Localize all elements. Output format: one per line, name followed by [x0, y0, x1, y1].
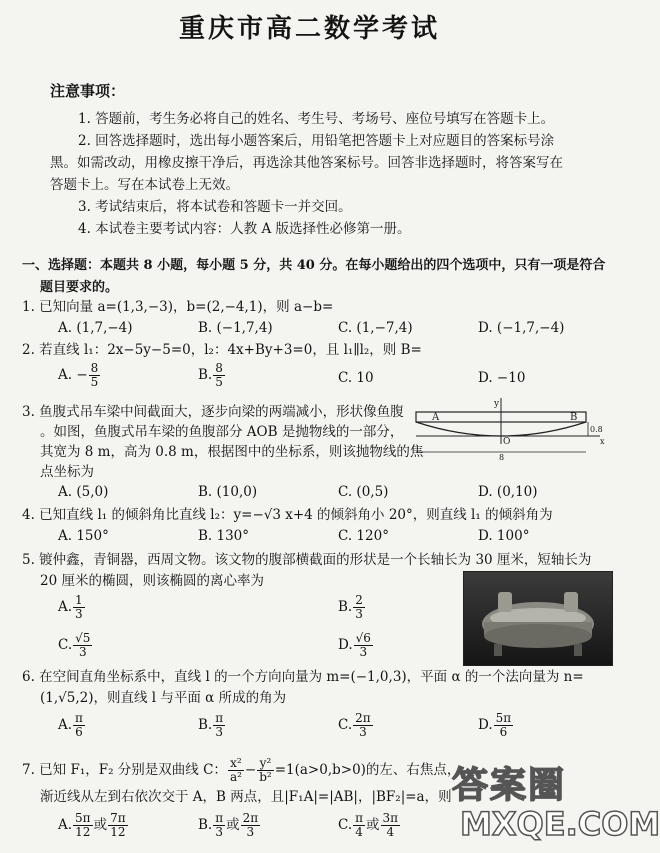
bronze-vessel-photo [463, 571, 613, 666]
q1-option-c: C. (1,−7,4) [338, 320, 413, 336]
section-header-line-1: 一、选择题：本题共 8 小题，每小题 5 分，共 40 分。在每小题给出的四个选项中，只有一项是符合 [22, 258, 606, 273]
page-title: 重庆市高二数学考试 [178, 14, 440, 44]
q6-line-1: 6. 在空间直角坐标系中，直线 l 的一个方向向量为 m=(−1,0,3)，平面 α 的一个法向量为 n= [22, 669, 584, 685]
q2-option-c: C. 10 [338, 370, 374, 386]
notice-line-6: 4. 本试卷主要考试内容：人教 A 版选择性必修第一册。 [78, 221, 411, 237]
notice-line-3: 黑。如需改动，用橡皮擦干净后，再选涂其他答案标号。回答非选择题时，将答案写在 [50, 155, 563, 171]
watermark-top-text: 答案圈 [452, 765, 567, 806]
label-height: 0.8 [590, 425, 603, 434]
q3-option-a: A. (5,0) [58, 484, 109, 500]
q3-line-2: 。如图，鱼腹式吊车梁的鱼腹部分 AOB 是抛物线的一部分， [40, 424, 404, 440]
q1-stem: 1. 已知向量 a=(1,3,−3)，b=(2,−4,1)，则 a−b= [22, 299, 334, 315]
notice-line-5: 3. 考试结束后，将本试卷和答题卡一并交回。 [78, 199, 352, 215]
q1-option-b: B. (−1,7,4) [198, 320, 273, 336]
q7-option-b: B. $\frac{\pi}{3}$ 或 $\frac{2\pi}{3}$ [198, 811, 259, 839]
bronze-vessel-icon [464, 572, 612, 665]
q4-option-b: B. 130° [198, 528, 250, 544]
q5-option-d: D. $\frac{√6}{3}$ [338, 631, 371, 659]
q4-stem: 4. 已知直线 l₁ 的倾斜角比直线 l₂：y=−√3 x+4 的倾斜角小 20°，则直线 l₁ 的倾斜角为 [22, 507, 553, 523]
q6-option-d: D. $\frac{5\pi}{6}$ [478, 711, 512, 739]
q7-line-2: 渐近线从左到右依次交于 A，B 两点，且|F₁A|=|AB|，|BF₂|=a，则 [40, 789, 452, 805]
q3-line-3: 其宽为 8 m，高为 0.8 m，根据图中的坐标系，则该抛物线的焦 [40, 444, 424, 460]
label-y: y [494, 399, 500, 409]
label-a: A [432, 412, 440, 423]
q3-option-c: C. (0,5) [338, 484, 389, 500]
q6-option-c: C. $\frac{2\pi}{3}$ [338, 711, 371, 739]
q3-line-4: 点坐标为 [40, 464, 94, 480]
q3-option-b: B. (10,0) [198, 484, 258, 500]
fish-belly-beam-figure [410, 398, 610, 464]
q5-line-1: 5. 镀仲鑫，青铜器，西周文物。该文物的腹部横截面的形状是一个长轴长为 30 厘米，短轴长为 [22, 552, 592, 568]
q6-option-b: B. $\frac{\pi}{3}$ [198, 711, 224, 739]
q5-option-b: B. $\frac{2}{3}$ [338, 593, 363, 621]
q5-option-a: A. $\frac{1}{3}$ [58, 593, 83, 621]
q4-option-d: D. 100° [478, 528, 530, 544]
q7-option-c: C. $\frac{\pi}{4}$ 或 $\frac{3\pi}{4}$ [338, 811, 399, 839]
label-b: B [570, 412, 578, 423]
q7-option-a: A. $\frac{5\pi}{12}$ 或 $\frac{7\pi}{12}$ [58, 811, 126, 839]
q6-line-2: (1,√5,2)，则直线 l 与平面 α 所成的角为 [40, 690, 287, 706]
notice-line-4: 答题卡上。写在本试卷上无效。 [50, 177, 239, 193]
q4-option-c: C. 120° [338, 528, 389, 544]
notice-line-1: 1. 答题前，考生务必将自己的姓名、考生号、考场号、座位号填写在答题卡上。 [78, 111, 555, 127]
q3-line-1: 3. 鱼腹式吊车梁中间截面大，逐步向梁的两端减小，形状像鱼腹 [22, 404, 404, 420]
q4-option-a: A. 150° [58, 528, 109, 544]
site-watermark [430, 755, 660, 850]
q7-line-1: 7. 已知 F₁，F₂ 分别是双曲线 C： $\frac{\text{x²}}{\text{a²}}$ − $\frac{\text{y²}}{\text{b²}}$ =1(a>0,b>0)的左、右焦点， [22, 756, 461, 784]
q2-option-d: D. −10 [478, 370, 526, 386]
section-header-line-2: 题目要求的。 [40, 280, 119, 295]
q1-option-a: A. (1,7,−4) [58, 320, 133, 336]
q2-stem: 2. 若直线 l₁：2x−5y−5=0，l₂：4x+By+3=0，且 l₁∥l₂，则 B= [22, 342, 422, 358]
watermark-bottom-text: MXQE.COM [460, 805, 660, 843]
q1-option-d: D. (−1,7,−4) [478, 320, 565, 336]
label-width: 8 [499, 453, 505, 462]
q5-option-c: C. $\frac{√5}{3}$ [58, 631, 91, 659]
label-o: O [503, 437, 511, 447]
notice-heading: 注意事项： [50, 82, 126, 100]
notice-line-2: 2. 回答选择题时，选出每小题答案后，用铅笔把答题卡上对应题目的答案标号涂 [78, 133, 555, 149]
q5-line-2: 20 厘米的椭圆，则该椭圆的离心率为 [40, 573, 264, 589]
q6-option-a: A. $\frac{\pi}{6}$ [58, 711, 83, 739]
q3-option-d: D. (0,10) [478, 484, 538, 500]
q2-option-a: A. − $\frac{8}{5}$ [58, 361, 99, 389]
label-x: x [600, 437, 605, 446]
q2-option-b: B. $\frac{8}{5}$ [198, 361, 223, 389]
